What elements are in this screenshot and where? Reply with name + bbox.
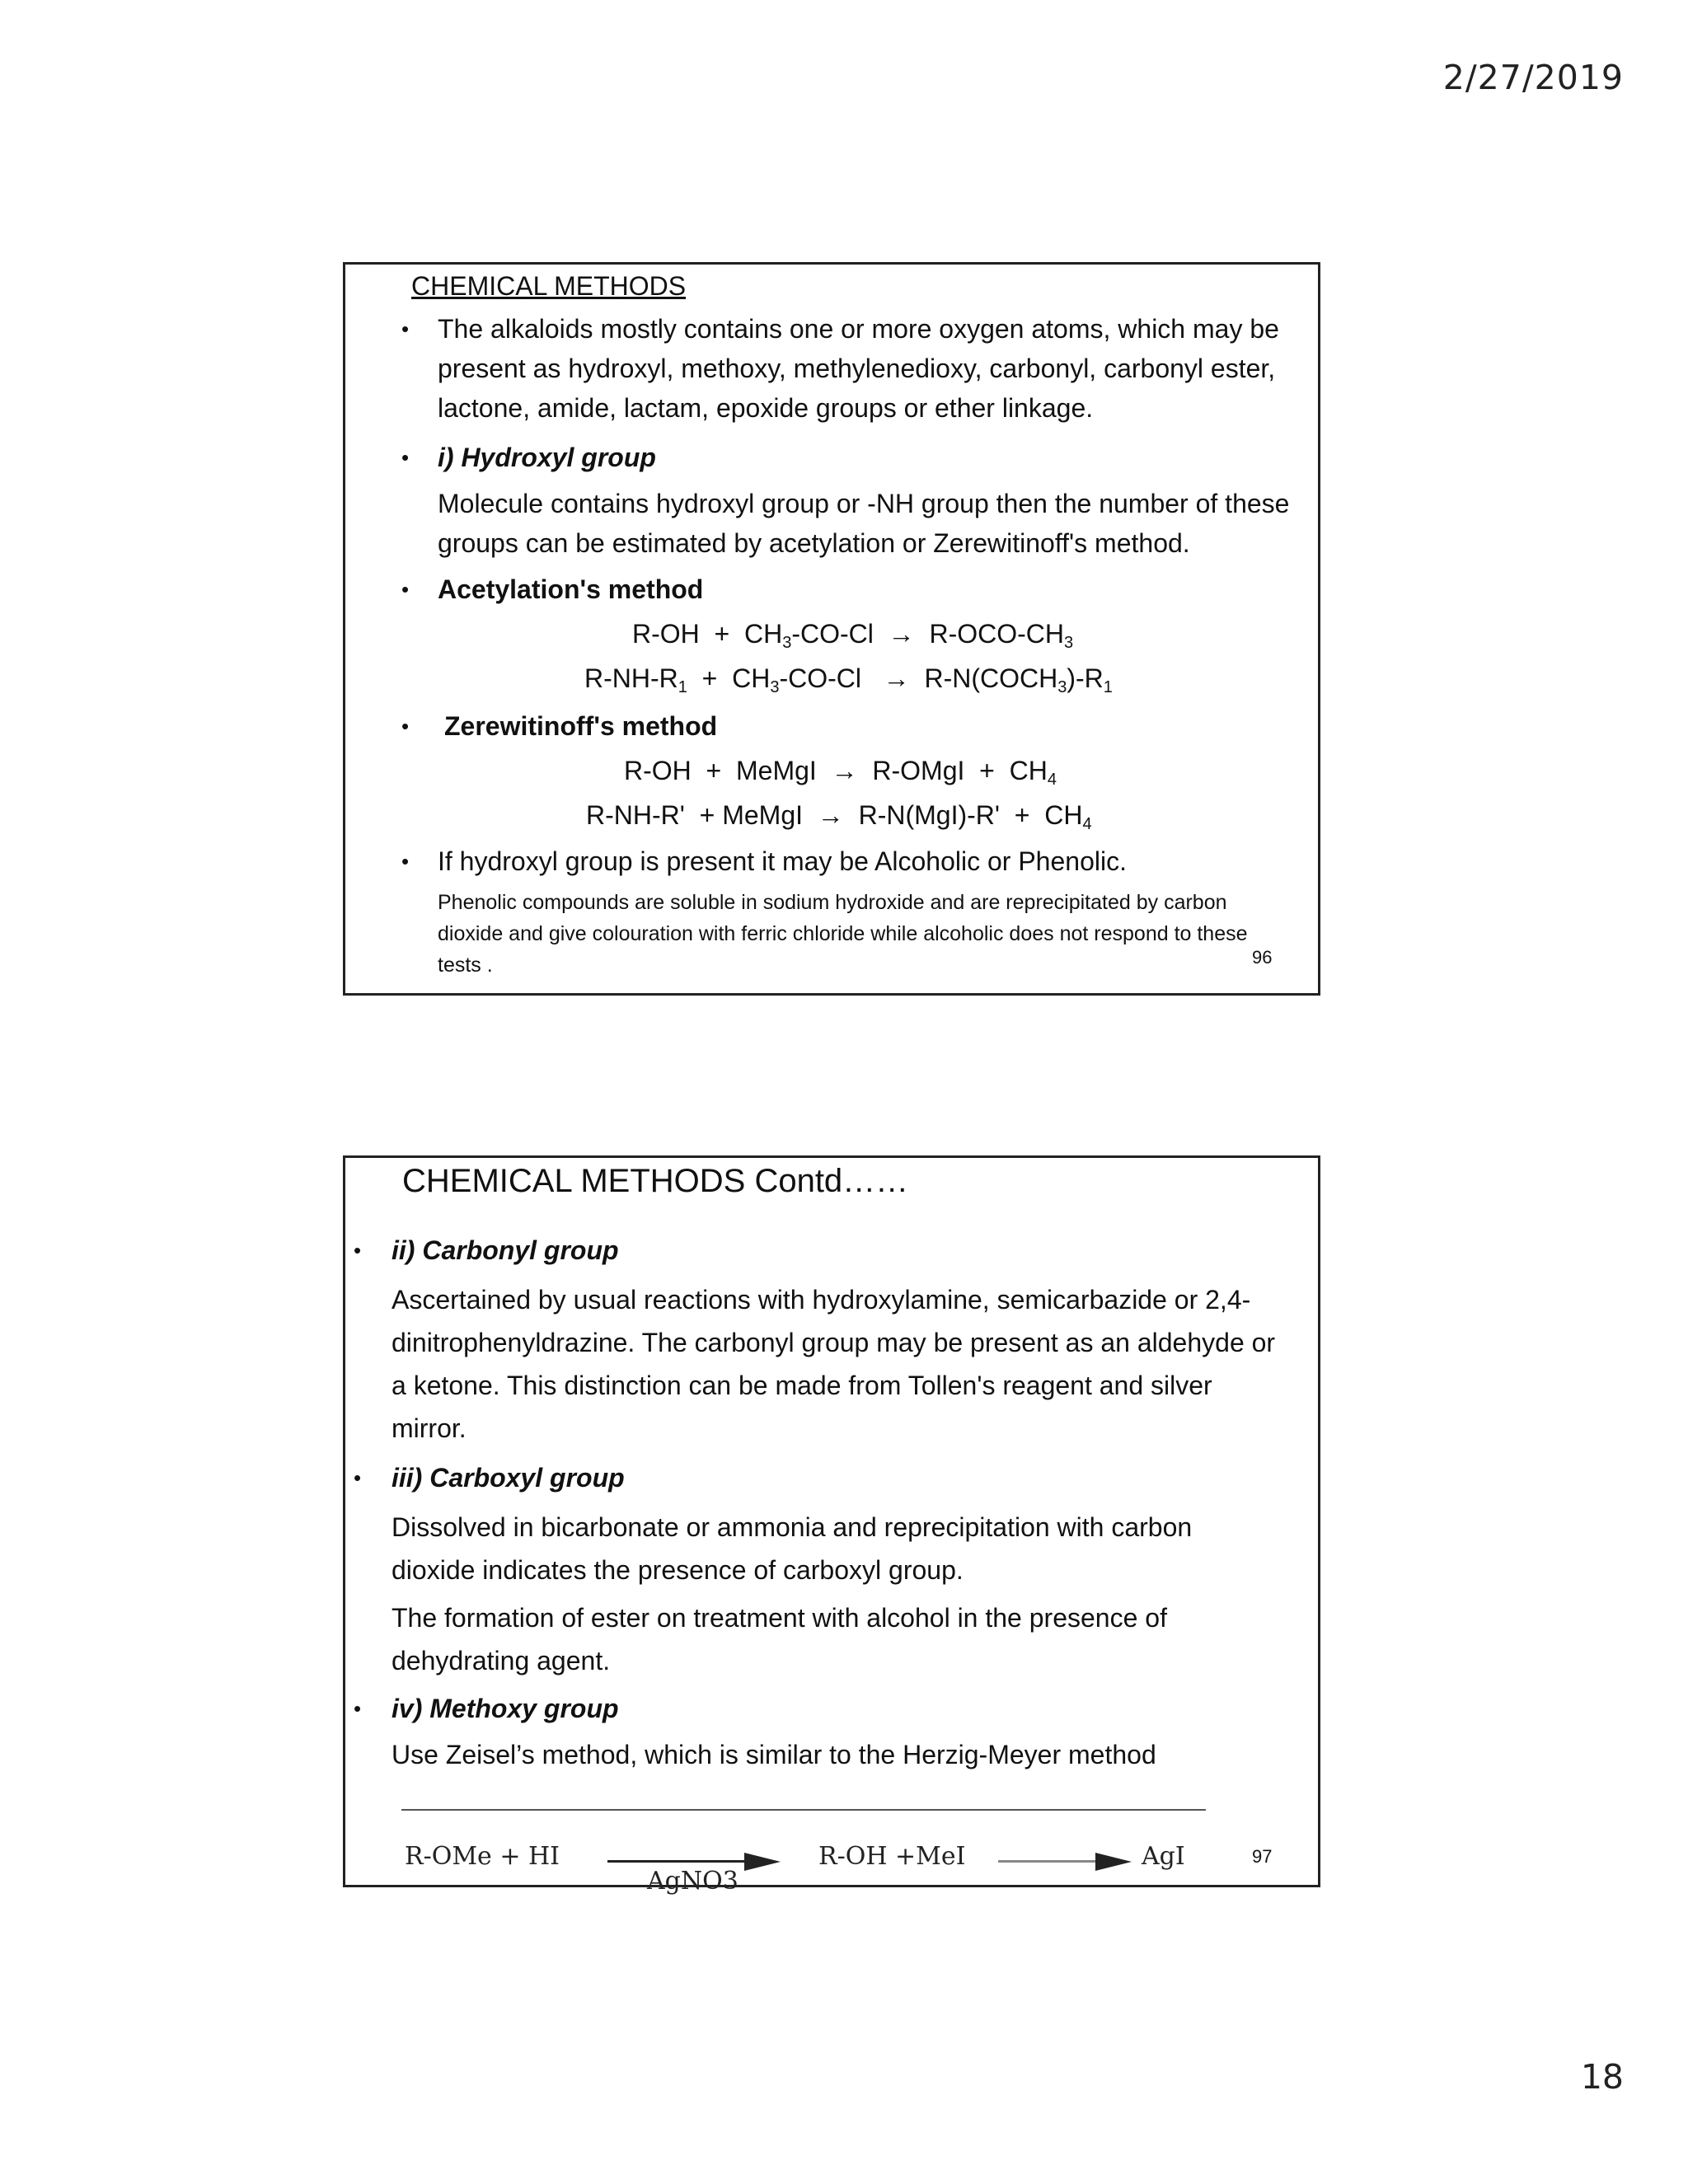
bullet-dot: • [354,1465,362,1490]
reaction-arrow-1 [607,1860,748,1863]
slide-97 [343,1155,1320,1896]
bullet-hydroxyl [401,438,656,477]
bullet-carbonyl [354,1230,619,1270]
zerewitinoff-heading: Zerewitinoff's method [444,711,718,741]
phenolic-bullet-text: If hydroxyl group is present it may be Alcoholic or Phenolic. [438,846,1127,876]
bullet-dot: • [401,445,410,470]
carbonyl-text: Ascertained by usual reactions with hydroxylamine, semicarbazide or 2,4-dinitrophenyldrazine. The carbonyl group may be present as an aldehyde or a ketone. This distinction can be made from Tollen's reagent and silver mirror. [392,1285,1276,1443]
intro-text: The alkaloids mostly contains one or more oxygen atoms, which may be present as hydroxyl, methoxy, methylenedioxy, carbonyl, carbonyl ester, lactone, amide, lactam, epoxide groups or ether linkage. [438,314,1279,423]
reaction-reagent: AgNO3 [647,1867,738,1896]
arrow-head-icon [744,1853,781,1871]
slide-number: 96 [1252,947,1273,968]
page-number: 18 [1580,2057,1624,2097]
slide-title: CHEMICAL METHODS Contd…… [402,1163,909,1199]
slide-96 [343,262,1320,996]
hydroxyl-text: Molecule contains hydroxyl group or -NH group then the number of these groups can be estimated by acetylation or Zerewitinoff's method. [438,489,1290,558]
bullet-dot: • [401,849,410,874]
equation-acetylation-2: $R-NH-R_1 + CH_3-CO-Cl$ → $R-N(COCH_3)-R_1$ [584,663,1113,696]
page-date: 2/27/2019 [1442,58,1624,97]
methoxy-heading: iv) Methoxy group [392,1694,619,1723]
acetylation-heading: Acetylation's method [438,574,704,604]
equation-zerewitinoff-2: R-NH-R' + MeMgI → $R-N(MgI)-R' + CH_4$ [586,800,1092,833]
bullet-carboxyl [354,1458,625,1497]
bullet-dot: • [401,316,410,341]
slide-number: 97 [1252,1846,1273,1867]
carbonyl-heading: ii) Carbonyl group [392,1235,619,1265]
reaction-arrow-2 [998,1860,1097,1863]
hydroxyl-heading: i) Hydroxyl group [438,443,656,472]
bullet-dot: • [354,1238,362,1263]
bullet-acetylation [401,569,704,609]
phenolic-note: Phenolic compounds are soluble in sodium hydroxide and are reprecipitated by carbon dioxide and give colouration with ferric chloride while alcoholic does not respond to these tests . [438,891,1248,977]
bullet-zerewitinoff [401,706,718,746]
slide-title: CHEMICAL METHODS [411,271,687,301]
bullet-methoxy [354,1689,619,1728]
equation-acetylation-1: $R-OH + CH_3-CO-Cl \to R-OCO-CH_3$ [632,619,1074,652]
reaction-reactants: R-OMe + HI [405,1842,560,1871]
bullet-dot: • [354,1696,362,1721]
bullet-dot: • [401,577,410,602]
bullet-phenolic [401,841,1127,881]
bullet-intro [401,309,1295,428]
carboxyl-heading: iii) Carboxyl group [392,1463,625,1493]
equation-zerewitinoff-1: R-OH + MeMgI → R-OMgI + $CH_4$ [624,756,1057,789]
carboxyl-text-1: Dissolved in bicarbonate or ammonia and reprecipitation with carbon dioxide indicates the presence of carboxyl group. [392,1512,1193,1585]
divider-line [401,1809,1206,1811]
methoxy-text: Use Zeisel’s method, which is similar to the Herzig-Meyer method [392,1740,1156,1769]
carboxyl-text-2: The formation of ester on treatment with alcohol in the presence of dehydrating agent. [392,1603,1167,1675]
reaction-intermediate: R-OH +MeI [818,1842,966,1871]
arrow-head-icon [1095,1853,1132,1871]
bullet-dot: • [401,714,410,738]
reaction-product: AgI [1142,1842,1185,1871]
